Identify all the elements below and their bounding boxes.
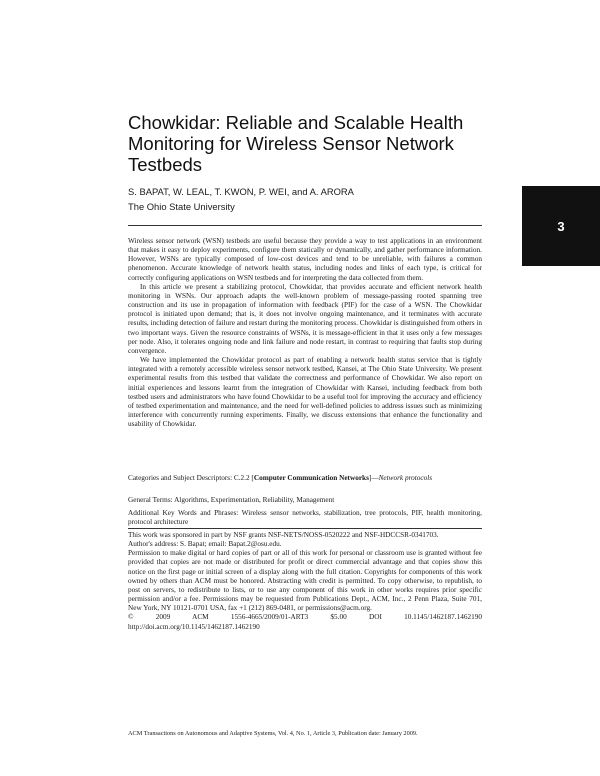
categories-italic: Network protocols [378, 474, 433, 482]
top-rule [128, 225, 482, 226]
abstract-paragraph: Wireless sensor network (WSN) testbeds are useful because they provide a way to test applications in an environment that makes it easy to deploy experiments, configure them statically or dynamically, and gather performance information. However, WSNs are typically composed of low-cost devices and tend to be unreliable, with failures a common phenomenon. Accurate knowledge of network health status, including nodes and links of each type, is critical for correctly configuring applications on WSN testbeds and for interpreting the data collected from them. [128, 237, 482, 282]
author-address: Author's address: S. Bapat; email: Bapat.2@osu.edu. [128, 540, 282, 549]
journal-footer: ACM Transactions on Autonomous and Adaptive Systems, Vol. 4, No. 1, Article 3, Publication date: January 2009. [128, 730, 418, 737]
copyright-line: © 2009 ACM 1556-4665/2009/01-ART3 $5.00 DOI 10.1145/1462187.1462190 http://doi.acm.org/10.1145/1462187.1462190 [128, 613, 482, 631]
categories-bold: Computer Communication Networks [253, 474, 369, 482]
categories [128, 474, 482, 483]
paper-title: Chowkidar: Reliable and Scalable Health Monitoring for Wireless Sensor Network Testbeds [128, 112, 464, 175]
chapter-tab [522, 186, 600, 266]
categories-middle: ]— [368, 474, 379, 482]
footnote [128, 531, 482, 632]
keywords: Additional Key Words and Phrases: Wireless sensor networks, stabilization, tree protocols, PIF, health monitoring, protocol architecture [128, 509, 482, 527]
permission-notice: Permission to make digital or hard copies of part or all of this work for personal or classroom use is granted without fee provided that copies are not made or distributed for profit or direct commercial advantage and that copies show this notice on the first page or initial screen of a display along with the full citation. Copyrights for components of this work owned by others than ACM must be honored. Abstracting with credit is permitted. To copy otherwise, to republish, to post on servers, to redistribute to lists, or to use any component of this work in other works requires prior specific permission and/or a fee. Permissions may be requested from Publications Dept., ACM, Inc., 2 Penn Plaza, Suite 701, New York, NY 10121-0701 USA, fax +1 (212) 869-0481, or permissions@acm.org. [128, 549, 482, 613]
abstract-paragraph: We have implemented the Chowkidar protocol as part of enabling a network health status service that is tightly integrated with a remotely accessible wireless sensor network testbed, Kansei, at The Ohio State University. We present experimental results from this testbed that validate the correctness and performance of Chowkidar. We also report on initial experiences and lessons learnt from the integration of Chowkidar with Kansei, including feedback from both testbed users and administrators who have found Chowkidar to be a useful tool for improving the accuracy and efficiency of testbed experimentation and maintenance, and the need for well-defined policies to address issues such as minimizing interference with concurrently running experiments. Finally, we discuss extensions that enhance the functionality and usability of Chowkidar. [128, 356, 482, 429]
general-terms: General Terms: Algorithms, Experimentation, Reliability, Management [128, 496, 335, 504]
categories-prefix: Categories and Subject Descriptors: C.2.2 [ [128, 474, 254, 482]
abstract-paragraph: In this article we present a stabilizing protocol, Chowkidar, that provides accurate and efficient network health monitoring in WSNs. Our approach adapts the well-known problem of message-passing rooted spanning tree construction and its use in propagation of information with feedback (PIF) for the case of a WSN. The Chowkidar protocol is initiated upon demand; that is, it does not involve ongoing maintenance, and it terminates with accurate results, including detection of failure and restart during the monitoring process. Chowkidar is distinguished from others in two important ways. Given the resource constraints of WSNs, it is message-efficient in that it uses only a few messages per node. Also, it tolerates ongoing node and link failure and node restart, in contrast to requiring that faults stop during convergence. [128, 282, 482, 355]
funding-note: This work was sponsored in part by NSF grants NSF-NETS/NOSS-0520222 and NSF-HDCCSR-0341703. [128, 531, 439, 539]
chapter-number: 3 [557, 218, 565, 234]
abstract [128, 237, 482, 429]
footnote-rule [128, 528, 482, 529]
author-list: S. BAPAT, W. LEAL, T. KWON, P. WEI, and A. ARORA [128, 186, 354, 197]
affiliation: The Ohio State University [128, 201, 235, 212]
